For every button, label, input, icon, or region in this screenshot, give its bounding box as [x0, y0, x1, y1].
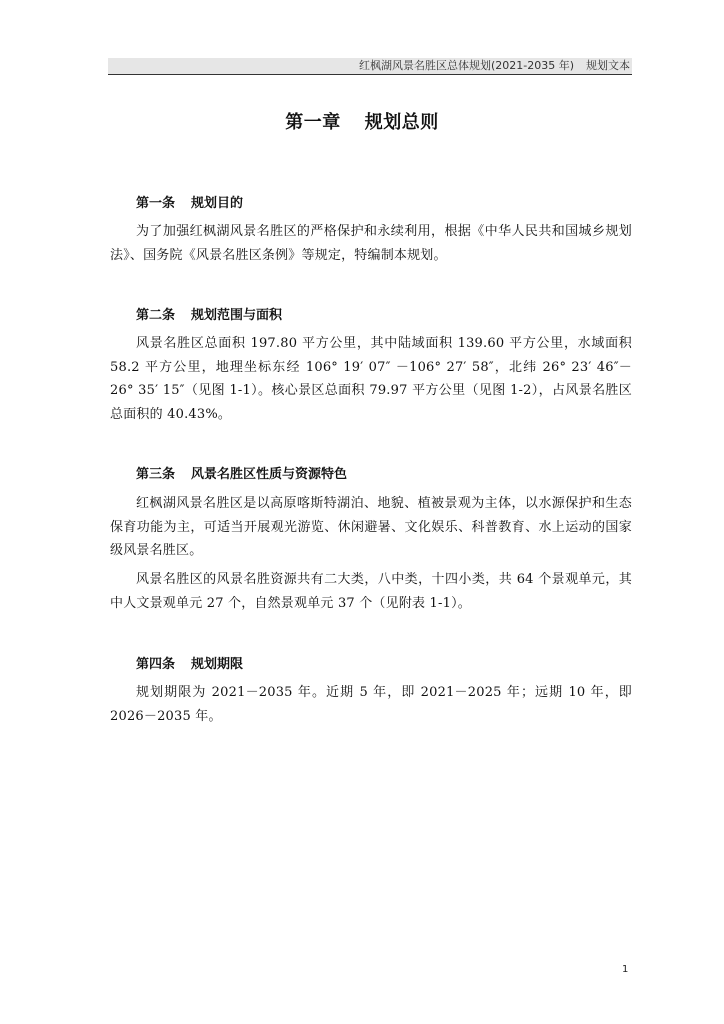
header-document-title: 红枫湖风景名胜区总体规划(2021-2035 年): [358, 59, 574, 72]
page-number: 1: [622, 964, 629, 975]
article-2-heading: [136, 307, 282, 325]
article-3-paragraph-2: 风景名胜区的风景名胜资源共有二大类，八中类，十四小类，共 64 个景观单元，其中人文景观单元 27 个，自然景观单元 37 个（见附表 1-1）。: [110, 572, 632, 611]
article-2-number: 第二条: [136, 308, 176, 323]
chapter-title: [0, 111, 724, 135]
chapter-name: 规划总则: [364, 112, 439, 133]
chapter-number: 第一章: [285, 112, 341, 133]
article-1-heading: [136, 195, 243, 213]
article-4-title: 规划期限: [191, 657, 244, 672]
article-3-paragraph-1: 红枫湖风景名胜区是以高原喀斯特湖泊、地貌、植被景观为主体，以水源保护和生态保育功能为主，可适当开展观光游览、休闲避暑、文化娱乐、科普教育、水上运动的国家级风景名胜区。: [110, 496, 632, 558]
article-4-heading: [136, 656, 243, 674]
running-header-text: [359, 58, 630, 74]
article-2-paragraph-1: 风景名胜区总面积 197.80 平方公里，其中陆域面积 139.60 平方公里，水域面积 58.2 平方公里，地理坐标东经 106° 19′ 07″ －106° 27′ 58″，北纬 26° 23′ 46″－26° 35′ 15″（见图 1-1）。核心景区总面积 79.97 平方公里（见图 1-2），占风景名胜区总面积的 40.43%。: [110, 336, 632, 422]
article-1-number: 第一条: [136, 196, 176, 211]
article-3-heading: [136, 466, 347, 484]
article-1-title: 规划目的: [191, 196, 244, 211]
article-4-paragraph-1: 规划期限为 2021－2035 年。近期 5 年，即 2021－2025 年；远期 10 年，即 2026－2035 年。: [110, 685, 632, 724]
article-3-title: 风景名胜区性质与资源特色: [191, 467, 348, 482]
running-header: [108, 58, 632, 75]
header-document-type: 规划文本: [586, 59, 630, 72]
article-1-paragraph-1: 为了加强红枫湖风景名胜区的严格保护和永续利用，根据《中华人民共和国城乡规划法》、国务院《风景名胜区条例》等规定，特编制本规划。: [110, 224, 632, 263]
article-4-number: 第四条: [136, 657, 176, 672]
article-3-number: 第三条: [136, 467, 176, 482]
article-2-title: 规划范围与面积: [191, 308, 283, 323]
